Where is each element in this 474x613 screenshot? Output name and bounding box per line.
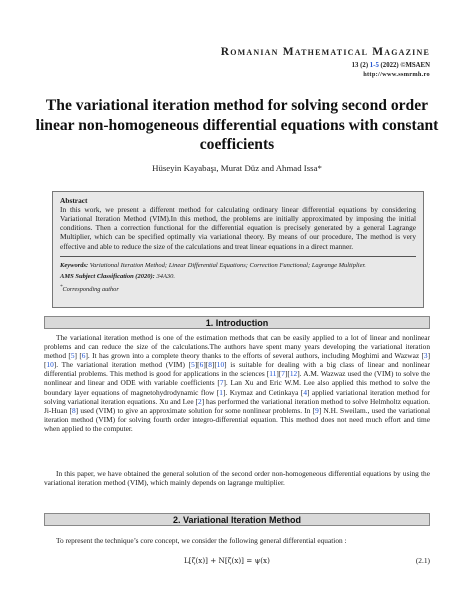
ams-classification xyxy=(60,272,416,281)
intro-paragraph-2: In this paper, we have obtained the general solution of the second order non-homogeneous differential equations by using the variational iteration method (VIM), which mainly depends on lagrange multiplier. xyxy=(44,469,430,488)
citation-link[interactable]: 9 xyxy=(315,405,319,415)
equation-number: (2.1) xyxy=(415,556,430,565)
intro-text-segment: ][ xyxy=(203,360,209,370)
issue-suffix: (2022) ©MSAEN xyxy=(378,62,430,69)
corresponding-mark: * xyxy=(60,284,63,290)
intro-text-segment: ][ xyxy=(211,360,217,370)
equation-2-1 xyxy=(44,556,430,568)
ams-label: AMS Subject Classification (2020): xyxy=(60,272,155,280)
citation-link[interactable]: 11 xyxy=(269,369,277,379)
citation-link[interactable]: 2 xyxy=(198,396,202,406)
equation-body: L[ζ(x)] + N[ζ(x)] = ψ(x) xyxy=(184,556,270,565)
paper-title: The variational iteration method for solving second order linear non-homogeneous differential equations with constant coefficients xyxy=(35,97,439,153)
intro-text-segment: ] used (VIM) to give an approximate solution for some nonlinear problems. In [ xyxy=(75,405,316,415)
abstract-divider xyxy=(60,256,416,257)
citation-link[interactable]: 1 xyxy=(219,387,223,397)
intro-text-segment: ]. It has grown into a complete theory thanks to the efforts of several authors, including Moghimi and Wazwaz [ xyxy=(85,351,424,361)
citation-link[interactable]: 8 xyxy=(208,360,212,370)
journal-issue xyxy=(221,62,430,69)
intro-text-segment: The variational iteration method is one of the estimation methods that can be easily applied to a lot of linear and nonlinear problems and can reduce the size of the calculations.The authors have spent many years developing the variational iteration method [ xyxy=(44,333,430,361)
intro-text-segment: ]. Lan Xu and Eric W.M. Lee also applied this method to solve the boundary layer equations of magnetohydrodynamic flow [ xyxy=(44,378,430,397)
citation-link[interactable]: 10 xyxy=(216,360,225,370)
intro-text-segment: ] [ xyxy=(74,351,82,361)
citation-link[interactable]: 7 xyxy=(219,378,224,388)
intro-text-segment: ][ xyxy=(276,369,282,379)
vim-paragraph-1: To represent the technique’s core concept, we consider the following general differential equation : xyxy=(56,536,347,545)
citation-link[interactable]: 5 xyxy=(191,360,195,370)
abstract-box xyxy=(52,191,424,308)
keywords-text: Variational Iteration Method; Linear Differential Equations; Correction Functional; Lagrange Multiplier. xyxy=(88,261,366,269)
intro-text-segment: ] is suitable for dealing with a big class of linear and nonlinear differential problems. This method is good for applications in the sciences [ xyxy=(44,360,430,379)
citation-link[interactable]: 6 xyxy=(81,351,86,361)
corresponding-author-note xyxy=(60,283,416,294)
section-heading-vim: 2. Variational Iteration Method xyxy=(44,513,430,526)
intro-paragraph-1 xyxy=(44,333,430,433)
intro-text-segment: ]. Kıymaz and Cetinkaya [ xyxy=(222,387,304,397)
citation-link[interactable]: 12 xyxy=(289,369,298,379)
citation-link[interactable]: 7 xyxy=(281,369,285,379)
journal-name: Romanian Mathematical Magazine xyxy=(220,46,430,58)
issue-pages-link[interactable]: 1-5 xyxy=(369,62,379,69)
intro-text-segment: ][ xyxy=(194,360,200,370)
intro-text-segment: ]. The variational iteration method (VIM) [ xyxy=(53,360,192,370)
citation-link[interactable]: 5 xyxy=(70,351,75,361)
intro-text-segment: ]. A.M. Wazwaz used the (VIM) to solve the nonlinear and linear and ODE with variable coefficients [ xyxy=(44,369,430,388)
citation-link[interactable]: 8 xyxy=(71,405,76,415)
abstract-text: In this work, we present a different method for calculating ordinary linear differential equations by considering Variational Iteration Method (VIM).In this method, the problems are initially approximated by imposing the initial conditions. Then a correction functional for the differential equation is precisely generated by a general Lagrange Multiplier, which can be specified optimally via variational theory. By means of our procedure, The method is very effective and able to reduce the size of the calculations and treat linear equations in a direct manner. xyxy=(60,205,416,251)
journal-url[interactable]: http://www.ssmrmh.ro xyxy=(363,71,430,78)
ams-text: 34A30. xyxy=(154,272,176,280)
citation-link[interactable]: 3 xyxy=(423,351,428,361)
intro-text-segment: ] applied variational iteration method for solving variational iteration equations. Xu and Lee [ xyxy=(44,387,430,406)
intro-text-segment: ] has performed the variational iteration method to solve Helmholtz equation. Ji-Huan [ xyxy=(44,396,430,415)
corresponding-text: Corresponding author xyxy=(62,285,119,293)
intro-text-segment: ] N.H. Sweilam., used the variational iteration method (VIM) for solving fourth order integro-differential equation. This method does not need much effort and time when applied to the computer. xyxy=(44,405,430,433)
citation-link[interactable]: 4 xyxy=(303,387,307,397)
intro-text-segment: ] [ xyxy=(44,351,431,370)
citation-link[interactable]: 6 xyxy=(199,360,204,370)
citation-link[interactable]: 10 xyxy=(46,360,54,370)
keywords-label: Keywords: xyxy=(60,261,89,269)
paper-authors: Hüseyin Kayabaşı, Murat Düz and Ahmad Issa* xyxy=(152,163,322,173)
intro-text-segment: ][ xyxy=(284,369,290,379)
abstract-heading: Abstract xyxy=(60,196,88,205)
keywords xyxy=(60,261,416,270)
journal-header xyxy=(221,46,430,78)
section-heading-introduction: 1. Introduction xyxy=(44,316,430,329)
issue-prefix: 13 (2) xyxy=(351,62,370,69)
